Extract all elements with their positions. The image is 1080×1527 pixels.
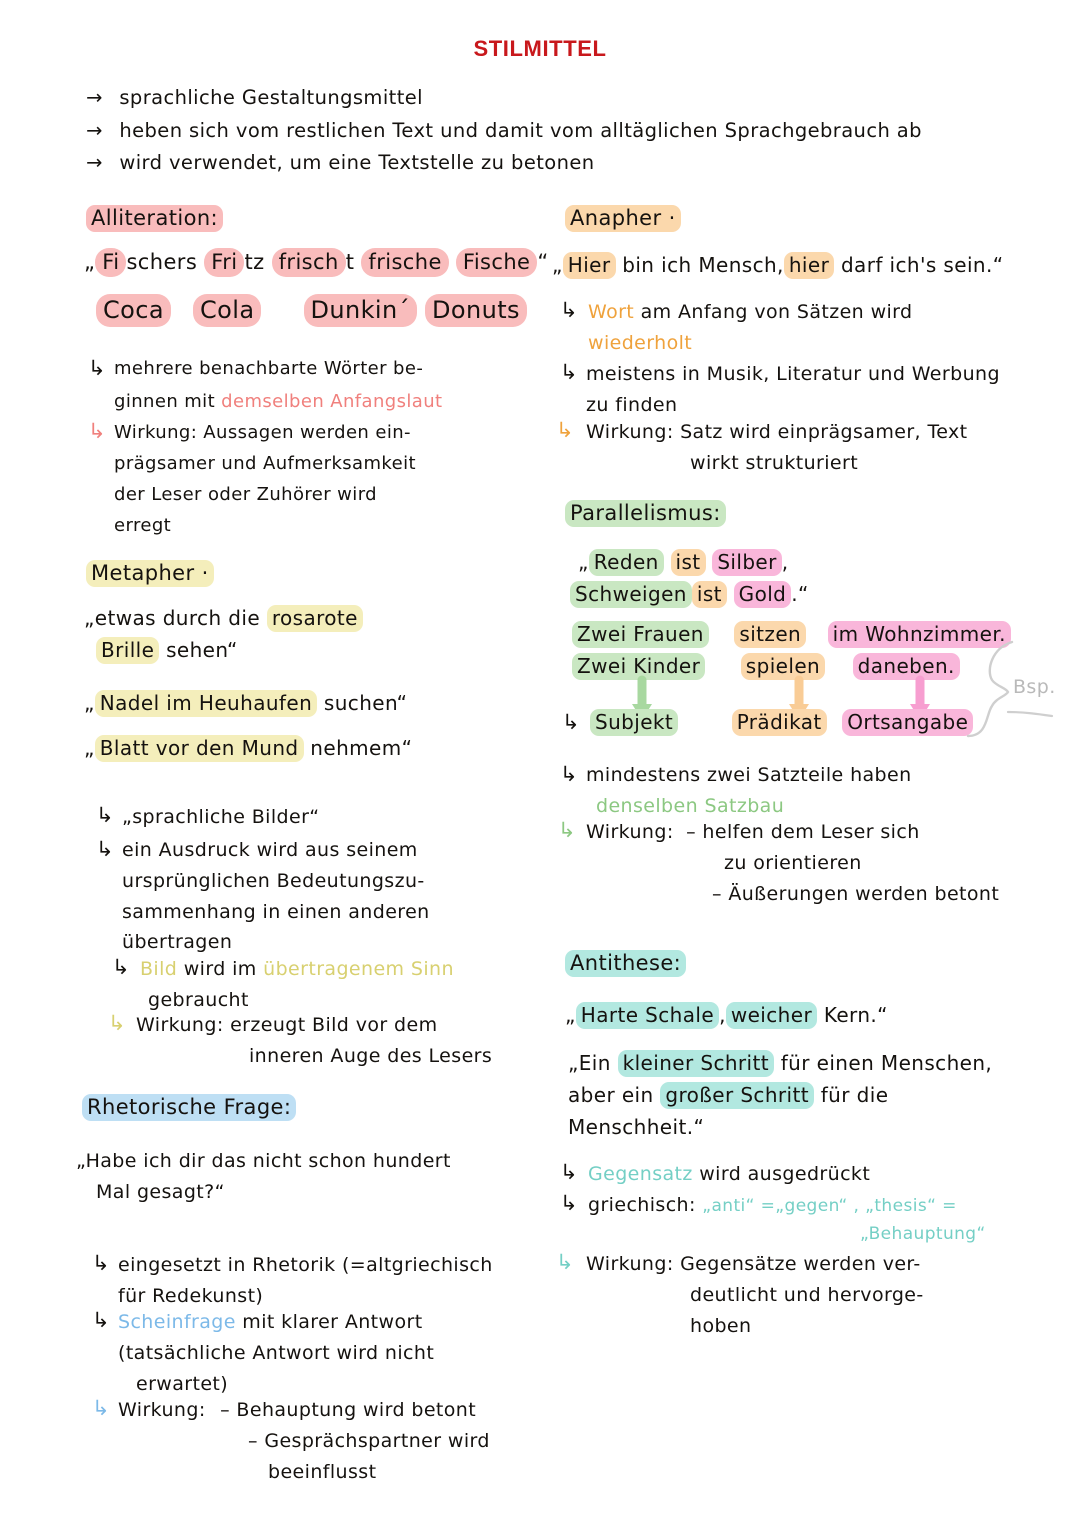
metapher-ex1-post: suchen	[317, 691, 397, 715]
label-subjekt: Subjekt	[590, 709, 678, 736]
hook-arrow-red-icon: ↳	[88, 419, 106, 443]
metapher-ex0-pre: etwas durch die	[94, 606, 267, 630]
intro-item-1-label: heben sich vom restlichen Text und damit vom alltäglichen Sprachgebrauch ab	[119, 119, 922, 142]
table-r1-predicate: spielen	[741, 653, 825, 680]
metapher-bild-colored: übertragenem Sinn	[263, 958, 454, 980]
alliteration-mark-4: frisch	[272, 248, 346, 277]
rhetorische-frage-example-2: Mal gesagt?“	[96, 1181, 225, 1203]
metapher-example-0-line2	[96, 640, 238, 660]
parallelismus-proverb-row-2	[570, 584, 809, 604]
antithese-greek-2: „Behauptung“	[860, 1224, 986, 1244]
antithese-ex2-mark-2: großer Schritt	[660, 1082, 814, 1109]
hook-arrow-blue-icon: ↳	[92, 1396, 110, 1420]
metapher-ex2-mark: Blatt vor den Mund	[95, 735, 304, 762]
brand-dunkin: Dunkin´	[304, 294, 417, 327]
rhetorische-frage-heading-label: Rhetorische Frage:	[82, 1094, 296, 1121]
metapher-ex0-mark2: Brille	[96, 637, 159, 664]
metapher-example-1	[84, 693, 407, 713]
parallelismus-note-2: denselben Satzbau	[596, 795, 785, 817]
intro-item-1	[86, 121, 922, 141]
anapher-wirkung-2: wirkt strukturiert	[690, 452, 859, 474]
label-praedikat: Prädikat	[732, 709, 827, 736]
wirkung-item-2: beeinflusst	[268, 1461, 377, 1483]
alliteration-text-3: tz	[244, 250, 272, 274]
rhetorische-frage-example-1: „Habe ich dir das nicht schon hundert	[76, 1150, 451, 1172]
alliteration-mark-6: frische	[361, 248, 448, 277]
intro-item-0	[86, 88, 423, 108]
parallelismus-wirkung	[586, 823, 920, 842]
quote-open: „	[84, 250, 96, 274]
wirkung-item-0: – Behauptung wird betont	[220, 1399, 477, 1421]
anapher-note-1-line2: wiederholt	[588, 332, 693, 354]
intro-item-0-label: sprachliche Gestaltungsmittel	[119, 86, 423, 109]
proverb-r1-object: Silber	[712, 549, 781, 576]
quote-close: “	[396, 691, 408, 715]
quote-close: “	[227, 638, 238, 662]
alliteration-heading-label: Alliteration:	[86, 205, 223, 232]
parallelismus-table-row	[572, 624, 1011, 644]
quote-open: „	[565, 1003, 576, 1027]
anapher-mark-1: Hier	[563, 252, 616, 279]
anapher-post: darf ich's sein.	[834, 253, 993, 277]
alliteration-note-2: Wirkung: Aussagen werden ein-	[114, 422, 411, 443]
antithese-example-2-line3: Menschheit.“	[568, 1115, 705, 1139]
antithese-heading-label: Antithese:	[565, 950, 686, 977]
antithese-note-2	[588, 1196, 957, 1215]
table-r1-subject: Zwei Kinder	[572, 653, 705, 680]
arrow-right-icon: →	[86, 151, 103, 174]
metapher-note-3: sammenhang in einen anderen	[122, 901, 430, 923]
antithese-greek-label: griechisch:	[588, 1194, 703, 1216]
proverb-r2-object: Gold	[734, 581, 792, 608]
parallelismus-proverb-row-1	[578, 552, 789, 572]
quote-open: „	[84, 606, 95, 630]
quote-open: „	[84, 736, 95, 760]
anapher-mark-2: hier	[784, 252, 834, 279]
parallelismus-heading-label: Parallelismus:	[565, 500, 726, 527]
antithese-example-2-line1	[568, 1053, 992, 1073]
alliteration-note-1-label: ginnen mit	[114, 391, 222, 412]
antithese-wirkung-2: deutlicht und hervorge-	[690, 1284, 924, 1306]
table-r0-subject: Zwei Frauen	[572, 621, 709, 648]
proverb-r1-subject: Reden	[589, 549, 664, 576]
table-r0-place: im Wohnzimmer.	[828, 621, 1011, 648]
alliteration-text-5: t	[345, 250, 362, 274]
antithese-ex2-post-2: für die	[813, 1083, 889, 1107]
metapher-bild-word: Bild	[140, 958, 178, 980]
arrow-right-icon: →	[86, 119, 103, 142]
metapher-bild-line	[140, 960, 454, 979]
alliteration-example	[84, 252, 549, 273]
antithese-ex1-post: Kern.	[817, 1003, 878, 1027]
hook-arrow-yellow-icon: ↳	[108, 1011, 126, 1035]
hook-arrow-orange-icon: ↳	[556, 418, 574, 442]
hook-arrow-icon: ↳	[96, 803, 114, 827]
hook-arrow-icon: ↳	[92, 1308, 110, 1332]
hook-arrow-teal-icon: ↳	[556, 1250, 574, 1274]
antithese-ex2-mark-1: kleiner Schritt	[618, 1050, 774, 1077]
antithese-wirkung-3: hoben	[690, 1315, 752, 1337]
anapher-note-1	[588, 303, 913, 322]
quote-close: “	[537, 250, 549, 274]
alliteration-text-1: schers	[126, 250, 205, 274]
anapher-note-1-rest: am Anfang von Sätzen wird	[634, 301, 913, 323]
alliteration-note-4: der Leser oder Zuhörer wird	[114, 484, 378, 505]
antithese-colored-word: Gegensatz	[588, 1163, 693, 1185]
anapher-heading	[565, 208, 681, 229]
metapher-example-0-line1	[84, 608, 363, 628]
brand-coca: Coca	[96, 294, 171, 327]
metapher-ex2-post: nehmem	[303, 736, 402, 760]
antithese-heading	[565, 953, 686, 974]
hook-arrow-icon: ↳	[560, 360, 578, 384]
antithese-ex2-line2-pre: aber ein	[568, 1083, 661, 1107]
wirkung-item-0: – helfen dem Leser sich	[686, 821, 920, 843]
antithese-wirkung-1: Wirkung: Gegensätze werden ver-	[586, 1253, 921, 1275]
wirkung-label: Wirkung:	[118, 1399, 206, 1421]
parallelismus-heading	[565, 503, 726, 524]
brand-cola: Cola	[193, 294, 261, 327]
quote-close: “	[992, 253, 1004, 277]
alliteration-note-0: mehrere benachbarte Wörter be-	[114, 358, 424, 379]
quote-open: „	[552, 253, 563, 277]
alliteration-note-3: prägsamer und Aufmerksamkeit	[114, 453, 416, 474]
quote-close: “	[401, 736, 413, 760]
anapher-colored-word: Wort	[588, 301, 635, 323]
metapher-note-0: „sprachliche Bilder“	[122, 806, 320, 828]
rhetorische-frage-note-0: eingesetzt in Rhetorik (=altgriechisch	[118, 1254, 493, 1276]
proverb-r2-subject: Schweigen	[570, 581, 692, 608]
label-ortsangabe: Ortsangabe	[842, 709, 973, 736]
hook-arrow-icon: ↳	[560, 298, 578, 322]
antithese-ex1-mark-1: Harte Schale	[576, 1002, 719, 1029]
metapher-bild-mid: wird im	[177, 958, 264, 980]
antithese-example-1	[565, 1005, 888, 1025]
anapher-example	[552, 255, 1004, 275]
rhetorische-frage-heading	[82, 1097, 296, 1118]
antithese-example-2-line2	[568, 1085, 888, 1105]
metapher-example-2	[84, 738, 412, 758]
metapher-note-2: ursprünglichen Bedeutungszu-	[122, 870, 425, 892]
alliteration-heading	[86, 208, 223, 229]
antithese-ex1-mid: ,	[719, 1003, 726, 1027]
hook-arrow-icon: ↳	[112, 955, 130, 979]
hook-arrow-icon: ↳	[88, 356, 106, 380]
hook-arrow-icon: ↳	[562, 710, 580, 734]
parallelismus-table-row	[572, 656, 960, 676]
intro-item-2-label: wird verwendet, um eine Textstelle zu betonen	[119, 151, 595, 174]
alliteration-mark-8: Fische	[456, 248, 538, 277]
wirkung-item-1: zu orientieren	[724, 852, 862, 874]
anapher-note-2-line1: meistens in Musik, Literatur und Werbung	[586, 363, 1000, 385]
proverb-r1-punct: ,	[781, 550, 789, 574]
quote-open: „	[568, 1051, 579, 1075]
antithese-ex2-pre: Ein	[578, 1051, 618, 1075]
metapher-wirkung-1: Wirkung: erzeugt Bild vor dem	[136, 1014, 438, 1036]
anapher-note-2-line2: zu finden	[586, 394, 678, 416]
page-title: STILMITTEL	[473, 36, 607, 61]
table-r1-place: daneben.	[853, 653, 960, 680]
hook-arrow-green-icon: ↳	[558, 818, 576, 842]
parallelismus-note-1: mindestens zwei Satzteile haben	[586, 764, 912, 786]
proverb-r2-punct: .“	[791, 582, 809, 606]
metapher-heading-label: Metapher ·	[86, 560, 214, 587]
metapher-wirkung-2: inneren Auge des Lesers	[249, 1045, 493, 1067]
scheinfrage-word: Scheinfrage	[118, 1311, 236, 1333]
hook-arrow-icon: ↳	[560, 1160, 578, 1184]
rhetorische-frage-note-3: erwartet)	[136, 1373, 229, 1395]
rhetorische-frage-scheinfrage	[118, 1313, 423, 1332]
anapher-mid: bin ich Mensch,	[615, 253, 784, 277]
hook-arrow-icon: ↳	[96, 837, 114, 861]
wirkung-item-2: – Äußerungen werden betont	[712, 883, 1000, 905]
anapher-heading-label: Anapher ·	[565, 205, 681, 232]
rhetorische-frage-note-1: für Redekunst)	[118, 1285, 264, 1307]
alliteration-text-7	[449, 250, 456, 274]
hook-arrow-icon: ↳	[560, 1191, 578, 1215]
antithese-note-1-rest: wird ausgedrückt	[692, 1163, 871, 1185]
metapher-ex0-mark: rosarote	[267, 605, 363, 632]
arrow-right-icon: →	[86, 86, 103, 109]
metapher-note-1: ein Ausdruck wird aus seinem	[122, 839, 418, 861]
intro-item-2	[86, 153, 595, 173]
alliteration-note-5: erregt	[114, 515, 172, 536]
antithese-ex1-mark-2: weicher	[726, 1002, 817, 1029]
wirkung-label: Wirkung:	[586, 821, 674, 843]
antithese-ex2-post-1: für einen Menschen,	[773, 1051, 993, 1075]
quote-open: „	[84, 691, 95, 715]
wirkung-item-1: – Gesprächspartner wird	[248, 1430, 490, 1452]
antithese-greek-1: „anti“ =„gegen“ , „thesis“ =	[702, 1196, 957, 1216]
parallelismus-labels	[590, 712, 973, 732]
alliteration-note-1	[114, 393, 443, 411]
anapher-wirkung-1: Wirkung: Satz wird einprägsamer, Text	[586, 421, 968, 443]
metapher-note-4: übertragen	[122, 931, 233, 953]
hook-arrow-icon: ↳	[92, 1251, 110, 1275]
alliteration-brands	[96, 298, 527, 322]
brand-donuts: Donuts	[425, 294, 527, 327]
alliteration-colored-phrase: demselben Anfangslaut	[221, 391, 443, 412]
proverb-r2-predicate: ist	[692, 581, 727, 608]
table-r0-predicate: sitzen	[734, 621, 806, 648]
quote-close: “	[877, 1003, 888, 1027]
hook-arrow-icon: ↳	[560, 762, 578, 786]
metapher-ex1-mark: Nadel im Heuhaufen	[95, 690, 317, 717]
alliteration-mark-0: Fi	[95, 248, 126, 277]
scheinfrage-rest: mit klarer Antwort	[235, 1311, 423, 1333]
antithese-note-1	[588, 1165, 870, 1184]
metapher-bild-line-2: gebraucht	[148, 989, 249, 1011]
rhetorische-frage-wirkung	[118, 1401, 476, 1420]
rhetorische-frage-note-2: (tatsächliche Antwort wird nicht	[118, 1342, 435, 1364]
bsp-label: Bsp.	[1013, 676, 1056, 698]
metapher-ex0-post: sehen	[159, 638, 228, 662]
quote-open: „	[578, 550, 589, 574]
metapher-heading	[86, 563, 214, 584]
alliteration-mark-2: Fri	[204, 248, 244, 277]
proverb-r1-predicate: ist	[671, 549, 706, 576]
